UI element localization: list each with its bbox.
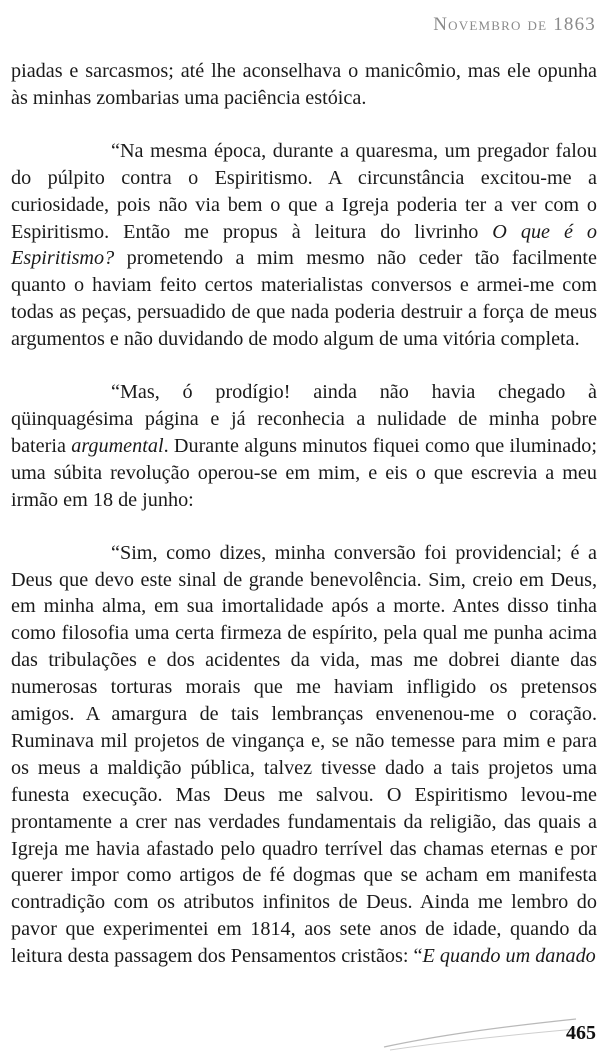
paragraph-4 <box>11 540 597 971</box>
paragraph-3-text-end: . Durante alguns minutos fiquei como que iluminado; uma súbita revolução operou-se em mim, e eis o que escrevia a meu irmão em 18 de junho: <box>11 434 597 511</box>
paragraph-1 <box>11 58 597 112</box>
paragraph-3-text-start: “Mas, ó prodígio! ainda não havia chegado à qüinquagésima página e já reconhecia a nulidade de minha pobre bateria <box>11 381 597 457</box>
paragraph-2-text-end: prometendo a mim mesmo não ceder tão facilmente quanto o haviam feito certos materialistas conversos e armei-me com todas as peças, persuadido de que nada poderia destruir a força de meus argumentos e não duvidando de modo algum de uma vitória completa. <box>11 247 597 351</box>
paragraph-3 <box>11 379 597 514</box>
paragraph-1-text: piadas e sarcasmos; até lhe aconselhava o manicômio, mas ele opunha às minhas zombarias uma paciência estóica. <box>11 60 597 109</box>
running-head: Novembro de 1863 <box>433 14 596 35</box>
page-number: 465 <box>566 1022 596 1044</box>
paragraph-2-italic-title: O que é o Espiritismo? <box>11 220 598 270</box>
page-body <box>11 58 597 970</box>
paragraph-3-italic-word: argumental <box>71 434 164 457</box>
paragraph-4-text-start: “Sim, como dizes, minha conversão foi providencial; é a Deus que devo este sinal de grande benevolência. Sim, creio em Deus, em minha alma, em sua imortalidade após a morte. Antes disso tinha como filosofia uma certa firmeza de espírito, pela qual me punha acima das tribulações e dos acidentes da vida, mas me dobrei diante das numerosas torturas morais que me haviam infligido os pretensos amigos. A amargura de tais lembranças envenenou-me o coração. Ruminava mil projetos de vingança e, se não temesse para mim e para os meus a maldição pública, talvez tivesse dado a tais projetos uma funesta execução. Mas Deus me salvou. O Espiritismo levou-me prontamente a crer nas verdades fundamentais da religião, das quais a Igreja me havia afastado pelo quadro terrível das chamas eternas e por querer impor como artigos de fé dogmas que se acham em manifesta contradição com os atributos infinitos de Deus. Ainda me lembro do pavor que experimentei em 1814, aos sete anos de idade, quando da leitura desta passagem dos Pensamentos cristãos: “ <box>11 541 597 968</box>
footer-swoosh-ornament <box>380 1013 580 1053</box>
paragraph-2 <box>11 138 597 353</box>
paragraph-2-text-start: “Na mesma época, durante a quaresma, um pregador falou do púlpito contra o Espiritismo. A circunstância excitou-me a curiosidade, pois não via bem o que a Igreja poderia ter a ver com o Espiritismo. Então me propus à leitura do livrinho <box>11 139 597 243</box>
paragraph-4-italic-quote: E quando um danado <box>422 945 596 968</box>
